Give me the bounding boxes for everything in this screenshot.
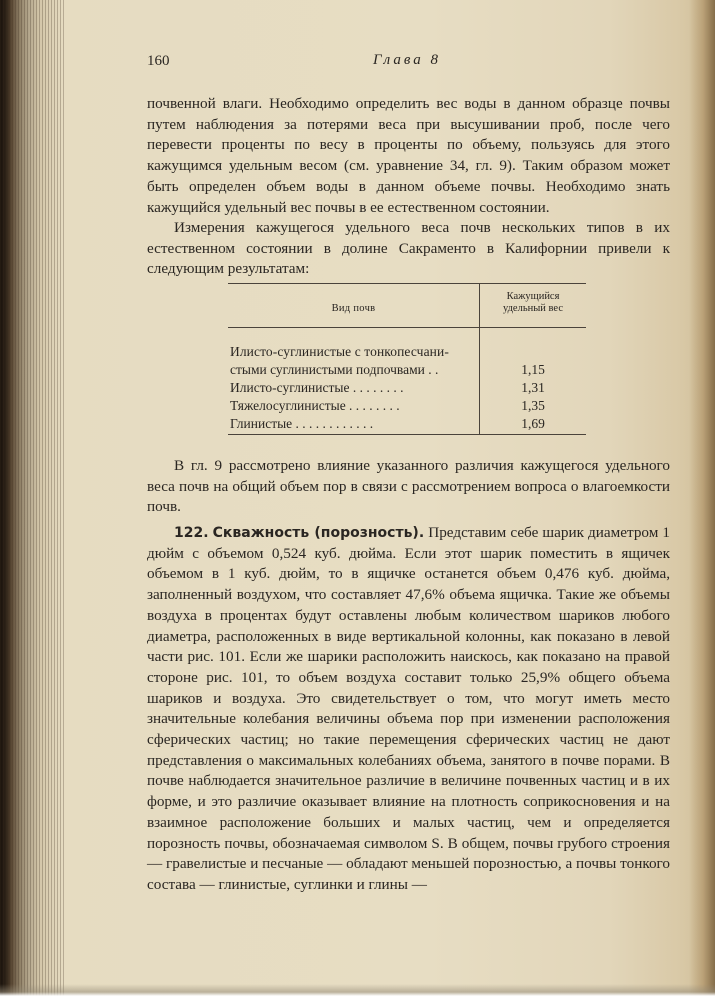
table-row bbox=[228, 415, 586, 433]
paragraph-text bbox=[147, 523, 670, 896]
paragraph-soil-moisture bbox=[147, 94, 670, 218]
table-header-rule bbox=[228, 327, 586, 328]
apparent-weight-value: 1,31 bbox=[521, 380, 545, 395]
table-row bbox=[228, 343, 586, 361]
section-title: Скважность (порозность). bbox=[212, 525, 425, 541]
section-porosity bbox=[147, 523, 670, 896]
section-body: Представим себе шарик диаметром 1 дюйм с объемом 0,524 куб. дюйма. Если этот шарик поместить в ящичек объемом в 1 куб. дюйм, то в ящичке останется объем 0,476 куб. дюйма, заполненный воздухом, что составляет 47,6% объема ящичка. Такие же объемы воздуха в процентах будут оставлены любым количеством шариков любого диаметра, расположенных в виде вертикальной колонны, как показано в левой части рис. 101. Если же шарики расположить наискось, как показано на правой стороне рис. 101, то объем воздуха составит только 25,9% общего объема шариков и воздуха. Это свидетельствует о том, что могут иметь место значительные колебания величины объема пор при изменении расположения сферических частиц; но такие перемещения сферических частиц не дают представления о максимальных колебаниях объема, занятого в почве порами. В почве наблюдается значительное различие в величине почвенных частиц и в их форме, и это различие оказывает влияние на плотность соприкосновения и на взаимное расположение больших и малых частиц, чем и определяется порозность почвы, обозначаемая символом S. В общем, почвы грубого строения — гравелистые и песчаные — обладают меньшей порозностью, а почвы тонкого состава — глинистые, суглинки и глины — bbox=[147, 524, 671, 893]
header-line: Кажущийся bbox=[506, 291, 560, 302]
apparent-weight-value: 1,35 bbox=[521, 398, 545, 413]
table-row bbox=[228, 397, 586, 415]
page-bottom-edge bbox=[0, 984, 715, 1000]
section-number: 122. bbox=[174, 525, 209, 541]
soil-type-name: стыми суглинистыми подпочвами . . bbox=[230, 362, 439, 377]
soil-type-name: Тяжелосуглинистые . . . . . . . . bbox=[230, 398, 400, 413]
soil-type-name: Глинистые . . . . . . . . . . . . bbox=[230, 416, 374, 431]
paragraph-text: Измерения кажущегося удельного веса почв нескольких типов в их естественном состоянии в долине Сакраменто в Калифорнии привели к следующим результатам: bbox=[147, 219, 670, 278]
apparent-weight-value: 1,15 bbox=[521, 362, 545, 377]
table-header-soil-type: Вид почв bbox=[331, 303, 376, 314]
table-row bbox=[228, 379, 586, 397]
table-top-rule bbox=[228, 283, 586, 284]
table-header-apparent-weight bbox=[480, 291, 586, 315]
paragraph-text: почвенной влаги. Необходимо определить вес воды в данном образце почвы путем наблюдения за потерями веса при высушивании проб, после чего перевести проценты по весу в проценты по объему, пользуясь для этого кажущимся удельным весом (см. уравнение 34, гл. 9). Таким образом может быть определен объем воды в данном объеме почвы. Необходимо знать кажущийся удельный вес почвы в ее естественном состоянии. bbox=[147, 95, 670, 216]
page-header bbox=[147, 50, 667, 72]
paragraph-text: В гл. 9 рассмотрено влияние указанного различия кажущегося удельного веса почв на общий объем пор в связи с рассмотрением вопроса о влагоемкости почв. bbox=[147, 457, 670, 516]
running-title: Глава 8 bbox=[372, 52, 442, 68]
paragraph-measurements-intro bbox=[147, 218, 670, 280]
header-line: удельный вес bbox=[502, 303, 564, 314]
table-bottom-rule bbox=[228, 434, 586, 435]
page-right-margin-shadow bbox=[689, 0, 715, 1000]
paragraph-chapter-reference bbox=[147, 456, 670, 518]
apparent-weight-value: 1,69 bbox=[521, 416, 545, 431]
page-number: 160 bbox=[147, 53, 170, 69]
soil-type-name: Илисто-суглинистые с тонкопесчани- bbox=[230, 344, 449, 359]
soil-type-name: Илисто-суглинистые . . . . . . . . bbox=[230, 380, 404, 395]
book-page-edges bbox=[0, 0, 64, 1000]
table-row bbox=[228, 361, 586, 379]
